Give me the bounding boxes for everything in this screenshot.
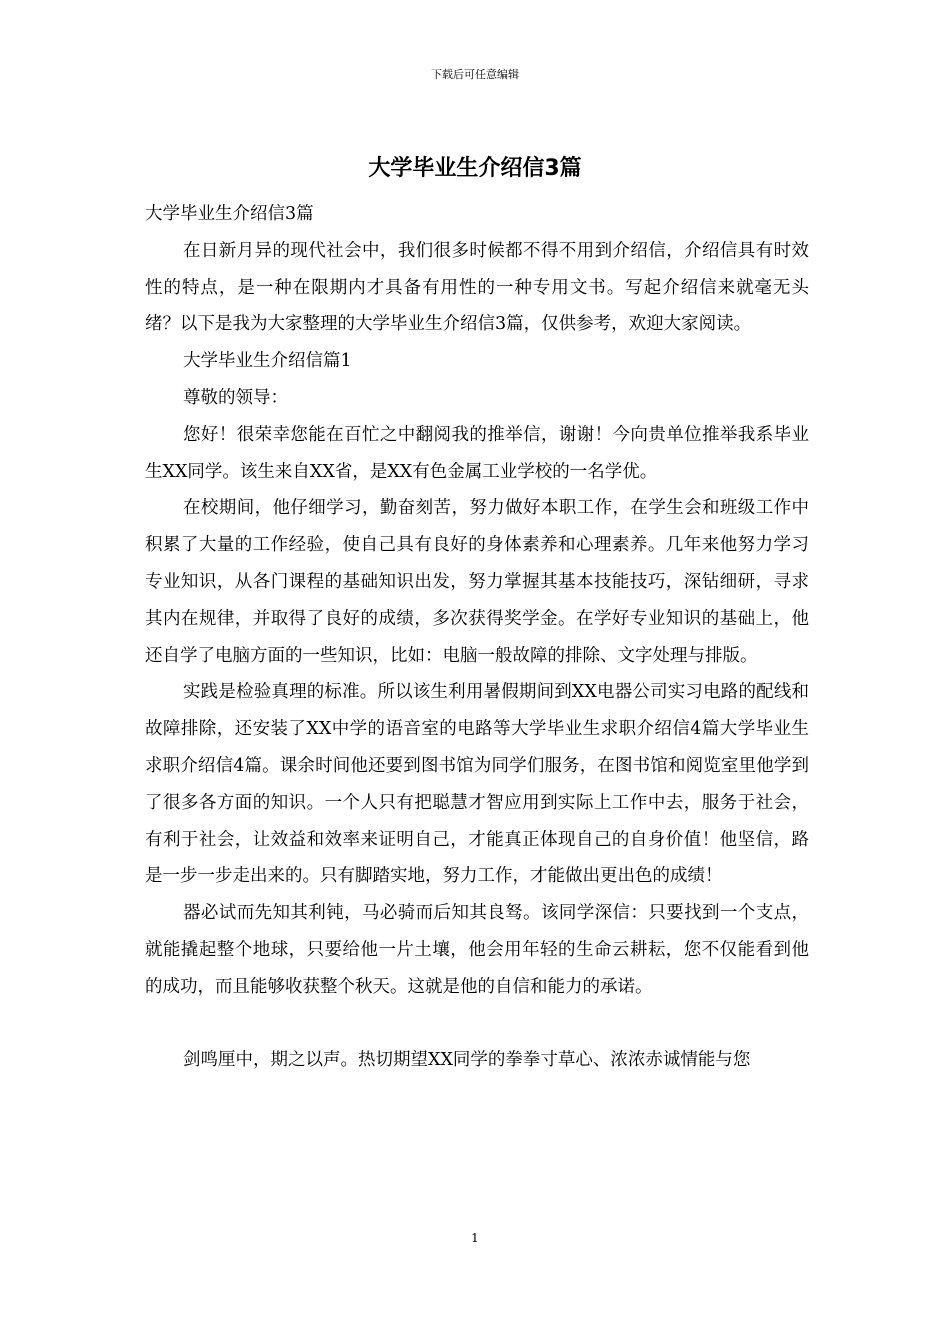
body-paragraph: 器必试而先知其利钝，马必骑而后知其良驽。该同学深信：只要找到一个支点，就能撬起整个地球，只要给他一片土壤，他会用年轻的生命云耕耘，您不仅能看到他的成功，而且能够收获整个秋天。这就是他的自信和能力的承诺。	[145, 903, 809, 997]
section-heading: 大学毕业生介绍信篇1	[183, 351, 352, 372]
body-paragraph: 在校期间，他仔细学习，勤奋刻苦，努力做好本职工作，在学生会和班级工作中积累了大量的工作经验，使自己具有良好的身体素养和心理素养。几年来他努力学习专业知识，从各门课程的基础知识出发，努力掌握其基本技能技巧，深钻细研，寻求其内在规律，并取得了良好的成绩，多次获得奖学金。在学好专业知识的基础上，他还自学了电脑方面的一些知识，比如：电脑一般故障的排除、文字处理与排版。	[145, 498, 809, 666]
header-note: 下载后可任意编辑	[431, 68, 519, 81]
body-paragraph: 剑鸣厘中，期之以声。热切期望XX同学的拳拳寸草心、浓浓赤诚情能与您	[183, 1050, 751, 1071]
body-paragraph: 您好！很荣幸您能在百忙之中翻阅我的推举信，谢谢！今向贵单位推举我系毕业生XX同学。该生来自XX省，是XX有色金属工业学校的一名学优。	[145, 424, 809, 482]
document-title: 大学毕业生介绍信3篇	[368, 156, 582, 181]
subtitle-line: 大学毕业生介绍信3篇	[145, 204, 314, 224]
page-number: 1	[471, 1231, 479, 1245]
body-paragraph: 实践是检验真理的标准。所以该生利用暑假期间到XX电器公司实习电路的配线和故障排除，还安装了XX中学的语音室的电路等大学毕业生求职介绍信4篇大学毕业生求职介绍信4篇。课余时间他还要到图书馆为同学们服务，在图书馆和阅览室里他学到了很多各方面的知识。一个人只有把聪慧才智应用到实际上工作中去，服务于社会，有利于社会，让效益和效率来证明自己，才能真正体现自己的自身价值！他坚信，路是一步一步走出来的。只有脚踏实地，努力工作，才能做出更出色的成绩！	[145, 682, 809, 887]
document-body	[145, 196, 809, 1079]
intro-paragraph: 在日新月异的现代社会中，我们很多时候都不得不用到介绍信，介绍信具有时效性的特点，是一种在限期内才具备有用性的一种专用文书。写起介绍信来就毫无头绪？以下是我为大家整理的大学毕业生介绍信3篇，仅供参考，欢迎大家阅读。	[145, 240, 809, 335]
salutation: 尊敬的领导：	[183, 387, 288, 408]
